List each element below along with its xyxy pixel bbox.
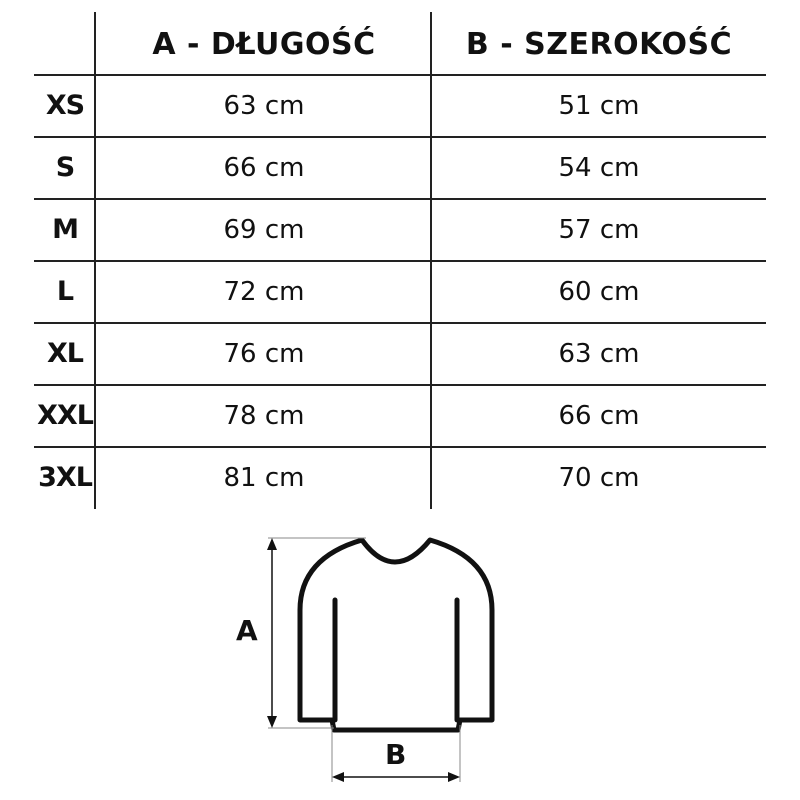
size-label: L (56, 276, 74, 307)
table-row (0, 262, 800, 322)
size-label: M (52, 214, 78, 245)
table-row (0, 200, 800, 260)
size-label: XL (46, 338, 84, 369)
width-value: 57 cm (558, 215, 640, 245)
length-value: 78 cm (223, 401, 305, 431)
measurement-diagram (0, 520, 800, 800)
size-label: 3XL (38, 462, 92, 493)
length-value: 63 cm (223, 91, 305, 121)
column-header-width: B - SZEROKOŚĆ (465, 27, 733, 62)
width-value: 70 cm (558, 463, 640, 493)
width-value: 63 cm (558, 339, 640, 369)
dimension-label-a: A (236, 614, 258, 647)
width-value: 54 cm (558, 153, 640, 183)
width-value: 51 cm (558, 91, 640, 121)
table-row (0, 386, 800, 446)
width-value: 60 cm (558, 277, 640, 307)
size-label: XXL (37, 400, 93, 431)
length-value: 69 cm (223, 215, 305, 245)
size-label: XS (45, 90, 85, 121)
table-row (0, 324, 800, 384)
dimension-label-b: B (385, 738, 407, 771)
table-row (0, 138, 800, 198)
table-row (0, 76, 800, 136)
table-row (0, 448, 800, 508)
length-value: 76 cm (223, 339, 305, 369)
length-value: 66 cm (223, 153, 305, 183)
column-header-length: A - DŁUGOŚĆ (152, 27, 376, 62)
length-value: 81 cm (223, 463, 305, 493)
size-label: S (55, 152, 75, 183)
width-value: 66 cm (558, 401, 640, 431)
length-value: 72 cm (223, 277, 305, 307)
